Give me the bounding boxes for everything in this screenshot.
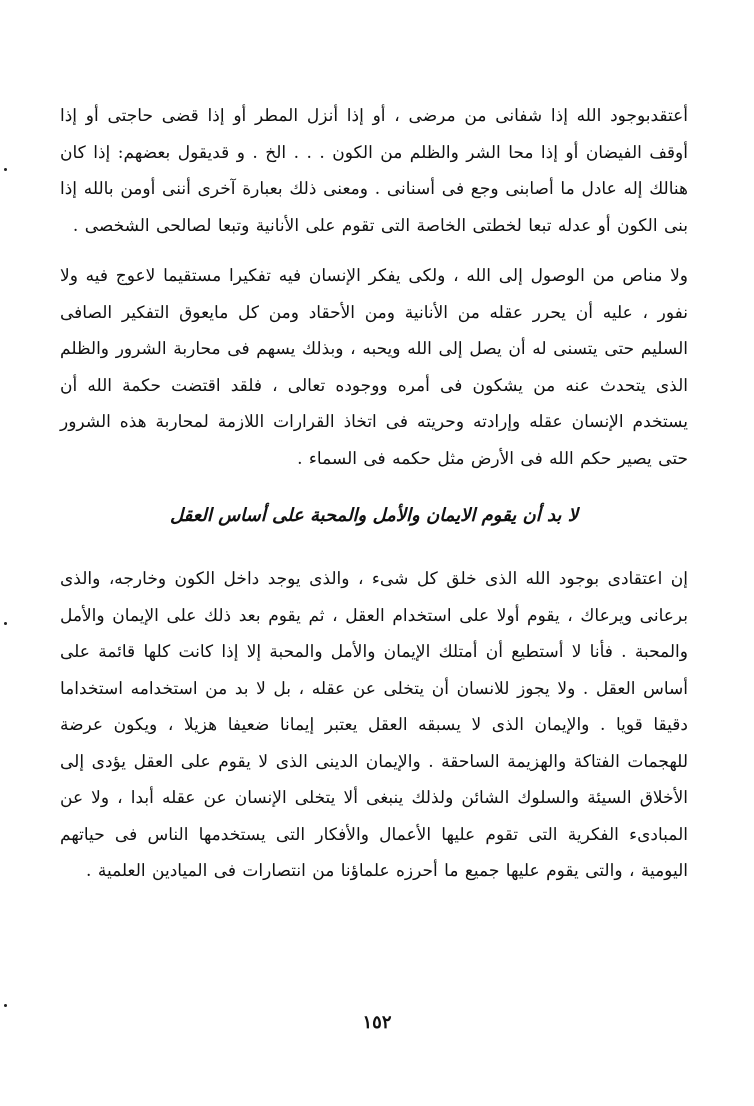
body-paragraph: إن اعتقادى بوجود الله الذى خلق كل شىء ، والذى يوجد داخل الكون وخارجه، والذى برعانى ويرعاك ، يقوم أولا على استخدام العقل ، ثم يقوم بعد ذلك على الإيمان والأمل والمحبة . فأنا لا أستطيع أن أمتلك الإيمان والأمل والمحبة إلا إذا كانت كلها قائمة على أساس العقل . ولا يجوز للانسان أن يتخلى عن عقله ، بل لا بد من استخدامه استخداما دقيقا قويا . والإيمان الذى لا يسبقه العقل يعتبر إيمانا ضعيفا هزيلا ، ويكون عرضة للهجمات الفتاكة والهزيمة الساحقة . والإيمان الدينى الذى لا يقوم على العقل يؤدى إلى الأخلاق السيئة والسلوك الشائن ولذلك ينبغى ألا يتخلى الإنسان عن عقله أبدا ، ولا عن المبادىء الفكرية التى تقوم عليها الأعمال والأفكار التى يستخدمها الناس فى حياتهم اليومية ، والتى يقوم عليها جميع ما أحرزه علماؤنا من انتصارات فى الميادين العلمية . bbox=[60, 569, 688, 881]
document-page bbox=[60, 98, 688, 890]
scan-speck bbox=[4, 168, 7, 171]
scan-speck bbox=[4, 1004, 7, 1007]
page-number: ١٥٢ bbox=[362, 1012, 392, 1033]
body-paragraph: أعتقدبوجود الله إذا شفانى من مرضى ، أو إذا أنزل المطر أو إذا قضى حاجتى أو إذا أوقف الفيضان أو إذا محا الشر والظلم من الكون . . . الخ . و قديقول بعضهم: إذا كان هنالك إله عادل ما أصابنى وجع فى أسنانى . ومعنى ذلك بعبارة آخرى أننى أومن بالله إذا بنى الكون أو عدله تبعا لخطتى الخاصة التى تقوم على الأنانية وتبعا لصالحى الشخصى . bbox=[60, 106, 688, 236]
body-paragraph: ولا مناص من الوصول إلى الله ، ولكى يفكر الإنسان فيه تفكيرا مستقيما لاعوج فيه ولا نفور ، عليه أن يحرر عقله من الأنانية ومن الأحقاد ومن كل مايعوق التفكير الصافى السليم حتى يتسنى له أن يصل إلى الله ويحبه ، وبذلك يسهم فى محاربة الشرور والظلم الذى يتحدث عنه من يشكون فى أمره ووجوده تعالى ، فلقد اقتضت حكمة الله أن يستخدم الإنسان عقله وإرادته وحريته فى اتخاذ القرارات اللازمة لمحاربة هذه الشرور حتى يصير حكم الله فى الأرض مثل حكمه فى السماء . bbox=[60, 266, 688, 469]
section-heading: لا بد أن يقوم الايمان والأمل والمحبة على أساس العقل bbox=[170, 505, 578, 526]
scan-speck bbox=[4, 622, 7, 625]
